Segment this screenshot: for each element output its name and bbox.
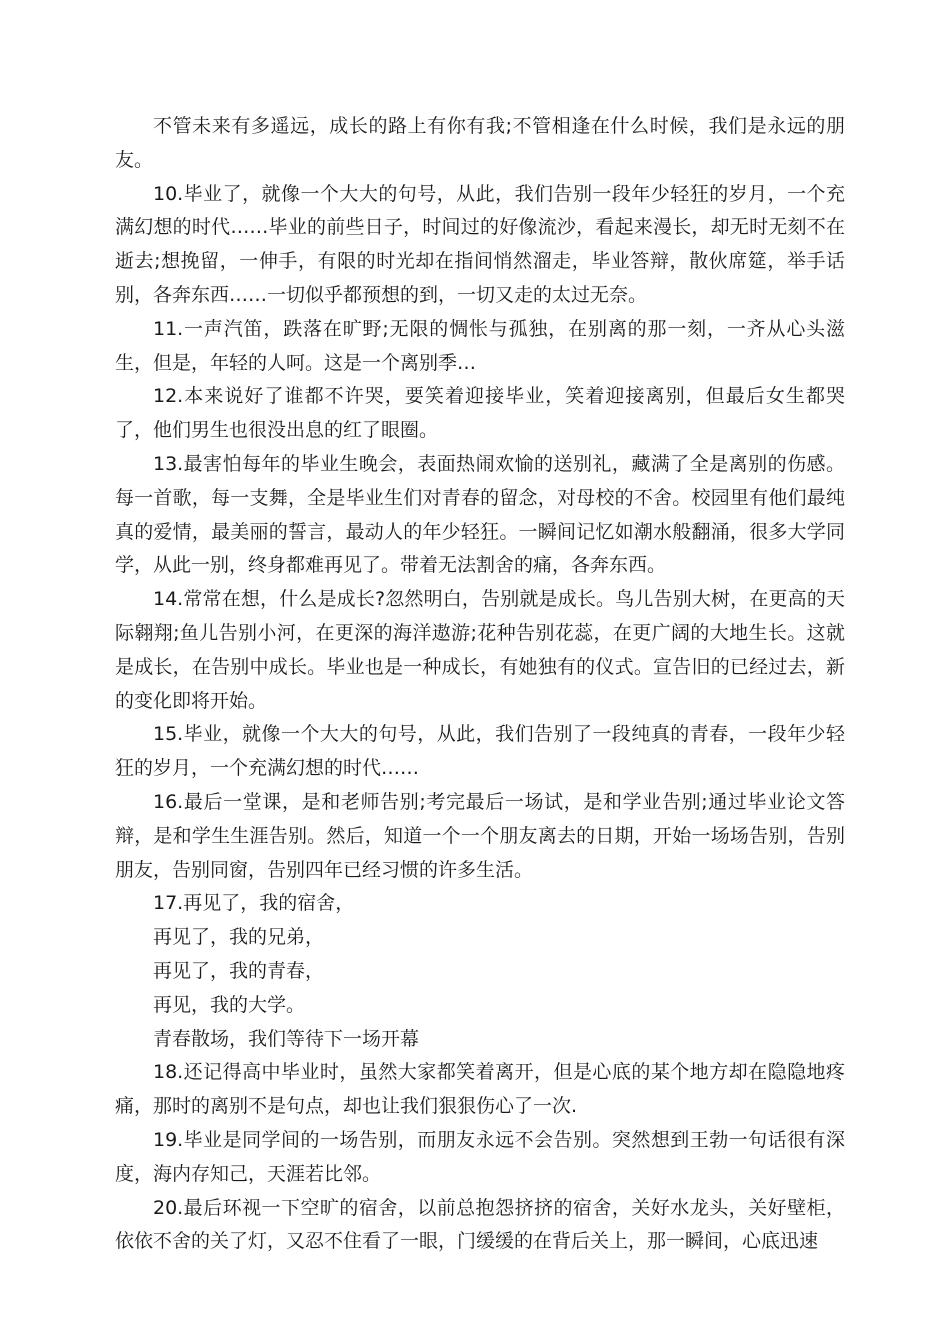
paragraph-11: 11.一声汽笛，跌落在旷野;无限的惆怅与孤独，在别离的那一刻，一齐从心头滋生，但是，年轻的人呵。这是一个离别季… [115,317,845,374]
paragraph-10: 10.毕业了，就像一个大大的句号，从此，我们告别一段年少轻狂的岁月，一个充满幻想的时代……毕业的前些日子，时间过的好像流沙，看起来漫长，却无时无刻不在逝去;想挽留，一伸手，有限的时光却在指间悄然溜走，毕业答辩，散伙席筵，举手话别，各奔东西……一切似乎都预想的到，一切又走的太过无奈。 [115,182,845,306]
poem-line: 再见，我的大学。 [153,993,306,1016]
poem-line: 再见了，我的兄弟， [153,926,325,949]
poem-line: 再见了，我的青春， [153,959,325,982]
document-page [115,110,845,1259]
paragraph-16: 16.最后一堂课，是和老师告别;考完最后一场试，是和学业告别;通过毕业论文答辩，是和学生生涯告别。然后，知道一个一个朋友离去的日期，开始一场场告别，告别朋友，告别同窗，告别四年已经习惯的许多生活。 [115,790,845,881]
poem-block [115,887,845,1056]
paragraph-13: 13.最害怕每年的毕业生晚会，表面热闹欢愉的送别礼，藏满了全是离别的伤感。每一首歌，每一支舞，全是毕业生们对青春的留念，对母校的不舍。校园里有他们最纯真的爱情，最美丽的誓言，最动人的年少轻狂。一瞬间记忆如潮水般翻涌，很多大学同学，从此一别，终身都难再见了。带着无法割舍的痛，各奔东西。 [115,452,845,577]
paragraph-15: 15.毕业，就像一个大大的句号，从此，我们告别了一段纯真的青春，一段年少轻狂的岁月，一个充满幻想的时代…… [115,723,845,780]
poem-line: 17.再见了，我的宿舍， [153,892,355,915]
paragraph-14: 14.常常在想，什么是成长?忽然明白，告别就是成长。鸟儿告别大树，在更高的天际翱翔;鱼儿告别小河，在更深的海洋遨游;花种告别花蕊，在更广阔的大地生长。这就是成长，在告别中成长。毕业也是一种成长，有她独有的仪式。宣告旧的已经过去，新的变化即将开始。 [115,588,845,712]
paragraph-intro: 不管未来有多遥远，成长的路上有你有我;不管相逢在什么时候，我们是永远的朋友。 [115,115,845,171]
paragraph-12: 12.本来说好了谁都不许哭，要笑着迎接毕业，笑着迎接离别，但最后女生都哭了，他们男生也很没出息的红了眼圈。 [115,385,845,442]
paragraph-19: 19.毕业是同学间的一场告别，而朋友永远不会告别。突然想到王勃一句话很有深度，海内存知己，天涯若比邻。 [115,1128,845,1185]
poem-line: 青春散场，我们等待下一场开幕 [153,1027,420,1050]
paragraph-20: 20.最后环视一下空旷的宿舍，以前总抱怨挤挤的宿舍，关好水龙头，关好壁柜，依依不舍的关了灯，又忍不住看了一眼，门缓缓的在背后关上，那一瞬间，心底迅速 [115,1196,845,1253]
paragraph-18: 18.还记得高中毕业时，虽然大家都笑着离开，但是心底的某个地方却在隐隐地疼痛，那时的离别不是句点，却也让我们狠狠伤心了一次. [115,1061,845,1118]
